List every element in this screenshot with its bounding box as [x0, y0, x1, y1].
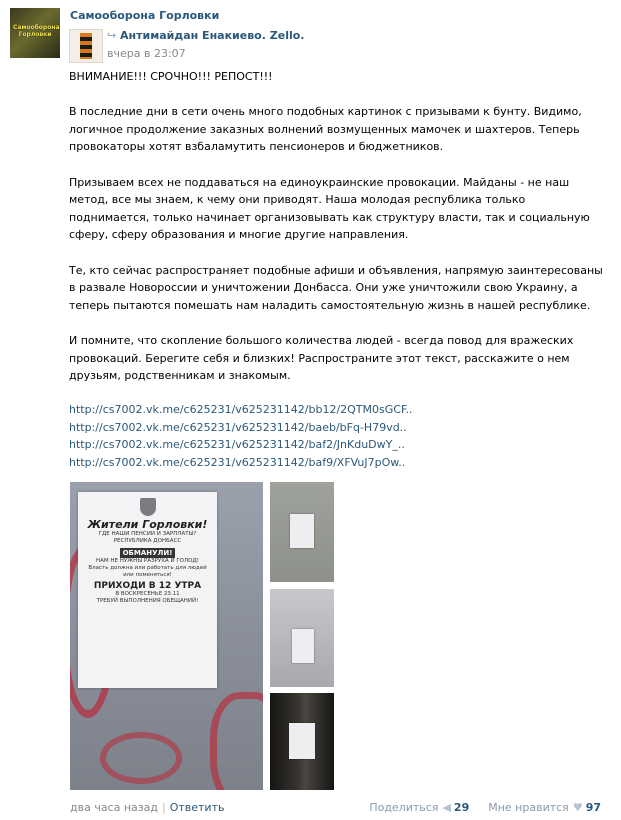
poster-cta: ПРИХОДИ В 12 УТРА [93, 581, 202, 591]
post-footer-meta [70, 801, 224, 814]
poster-heading: Жители Горловки! [87, 518, 208, 531]
repost-icon: ↪ [107, 29, 117, 42]
heart-icon: ♥ [572, 801, 583, 814]
share-label: Поделиться [369, 801, 439, 814]
post-footer-actions [369, 801, 601, 814]
poster-line: РЕСПУБЛИКА ДОНБАСС [113, 538, 182, 544]
post-paragraph: В последние дни в сети очень много подобных картинок с призывами к бунту. Видимо, логичное продолжение заказных волнений возмущенных мамочек и шахтеров. Теперь провокаторы хотят взбаламутить пенсионеров и бюджетников. [69, 105, 582, 154]
image-link[interactable]: http://cs7002.vk.me/c625231/v625231142/baf9/XFVuJ7pOw.. [69, 455, 406, 469]
poster-sheet [290, 514, 314, 548]
poster-line: НАМ НЕ НУЖНЫ РАЗРУХА И ГОЛОД! [96, 558, 199, 564]
source-avatar[interactable] [69, 29, 103, 63]
share-count: 29 [453, 801, 470, 814]
poster-line: Власть должна или работать для людей или поменяться! [88, 565, 207, 578]
reply-link[interactable]: Ответить [169, 801, 225, 814]
image-link[interactable]: http://cs7002.vk.me/c625231/v625231142/baf2/JnKduDwY_.. [69, 438, 405, 451]
emblem-icon [140, 498, 156, 516]
repost-time[interactable]: вчера в 23:07 [107, 47, 186, 60]
poster-sheet [289, 723, 315, 759]
post-links [69, 401, 413, 471]
post-paragraph: И помните, что скопление большого количества людей - всегда повод для вражеских провокаций. Берегите себя и близких! Распространите этот текст, расскажите о нем друзьям, родственникам и знакомым. [69, 333, 574, 383]
like-count: 97 [585, 801, 601, 814]
post-text [69, 68, 609, 402]
post-paragraph: ВНИМАНИЕ!!! СРОЧНО!!! РЕПОСТ!!! [69, 70, 273, 83]
like-label: Мне нравится [488, 801, 569, 814]
image-link[interactable]: http://cs7002.vk.me/c625231/v625231142/baeb/bFq-H79vd.. [69, 420, 407, 434]
graffiti-mark [210, 692, 263, 790]
group-avatar[interactable] [10, 8, 60, 58]
photo-thumbnail[interactable] [270, 693, 334, 790]
poster-sheet [292, 629, 314, 663]
poster-sheet [78, 492, 217, 688]
photo-thumbnail[interactable] [270, 589, 334, 687]
post-paragraph: Те, кто сейчас распространяет подобные афиши и объявления, напрямую заинтересованы в развале Новороссии и уничтожении Донбасса. Они уже уничтожили свою Украину, а теперь пытаются помешать нам наладить самостоятельную жизнь в нашей республике. [69, 263, 603, 312]
image-link[interactable]: http://cs7002.vk.me/c625231/v625231142/bb12/2QTM0sGCF.. [69, 403, 413, 416]
share-button[interactable] [369, 801, 472, 814]
post-paragraph: Призываем всех не поддаваться на единоукраинские провокации. Майданы - не наш метод, все мы знаем, к чему они приводят. Наша молодая республика только поднимается, только начинает организовывать как структуру власти, так и социальную сферу, сферу образования и многие другие направления. [69, 175, 590, 242]
group-name-link[interactable]: Самооборона Горловки [70, 9, 220, 22]
repost-source-link[interactable]: Антимайдан Енакиево. Zello. [120, 29, 305, 42]
photo-thumbnail[interactable] [270, 482, 334, 582]
poster-highlight: ОБМАНУЛИ! [120, 548, 176, 558]
separator: | [161, 801, 166, 814]
graffiti-mark [100, 732, 182, 784]
ribbon-icon [80, 33, 92, 59]
like-button[interactable] [488, 801, 601, 814]
poster-line: ТРЕБУЙ ВЫПОЛНЕНИЯ ОБЕЩАНИЙ! [96, 598, 199, 604]
avatar-logo-text: Самооборона Горловки [13, 24, 60, 38]
post-time[interactable]: два часа назад [70, 801, 158, 814]
poster-line: ГДЕ НАШИ ПЕНСИИ И ЗАРПЛАТЫ? [98, 531, 197, 537]
megaphone-icon: ◀ [442, 801, 451, 814]
photo-main[interactable] [70, 482, 263, 790]
poster-line: В ВОСКРЕСЕНЬЕ 23.11 [115, 591, 180, 597]
